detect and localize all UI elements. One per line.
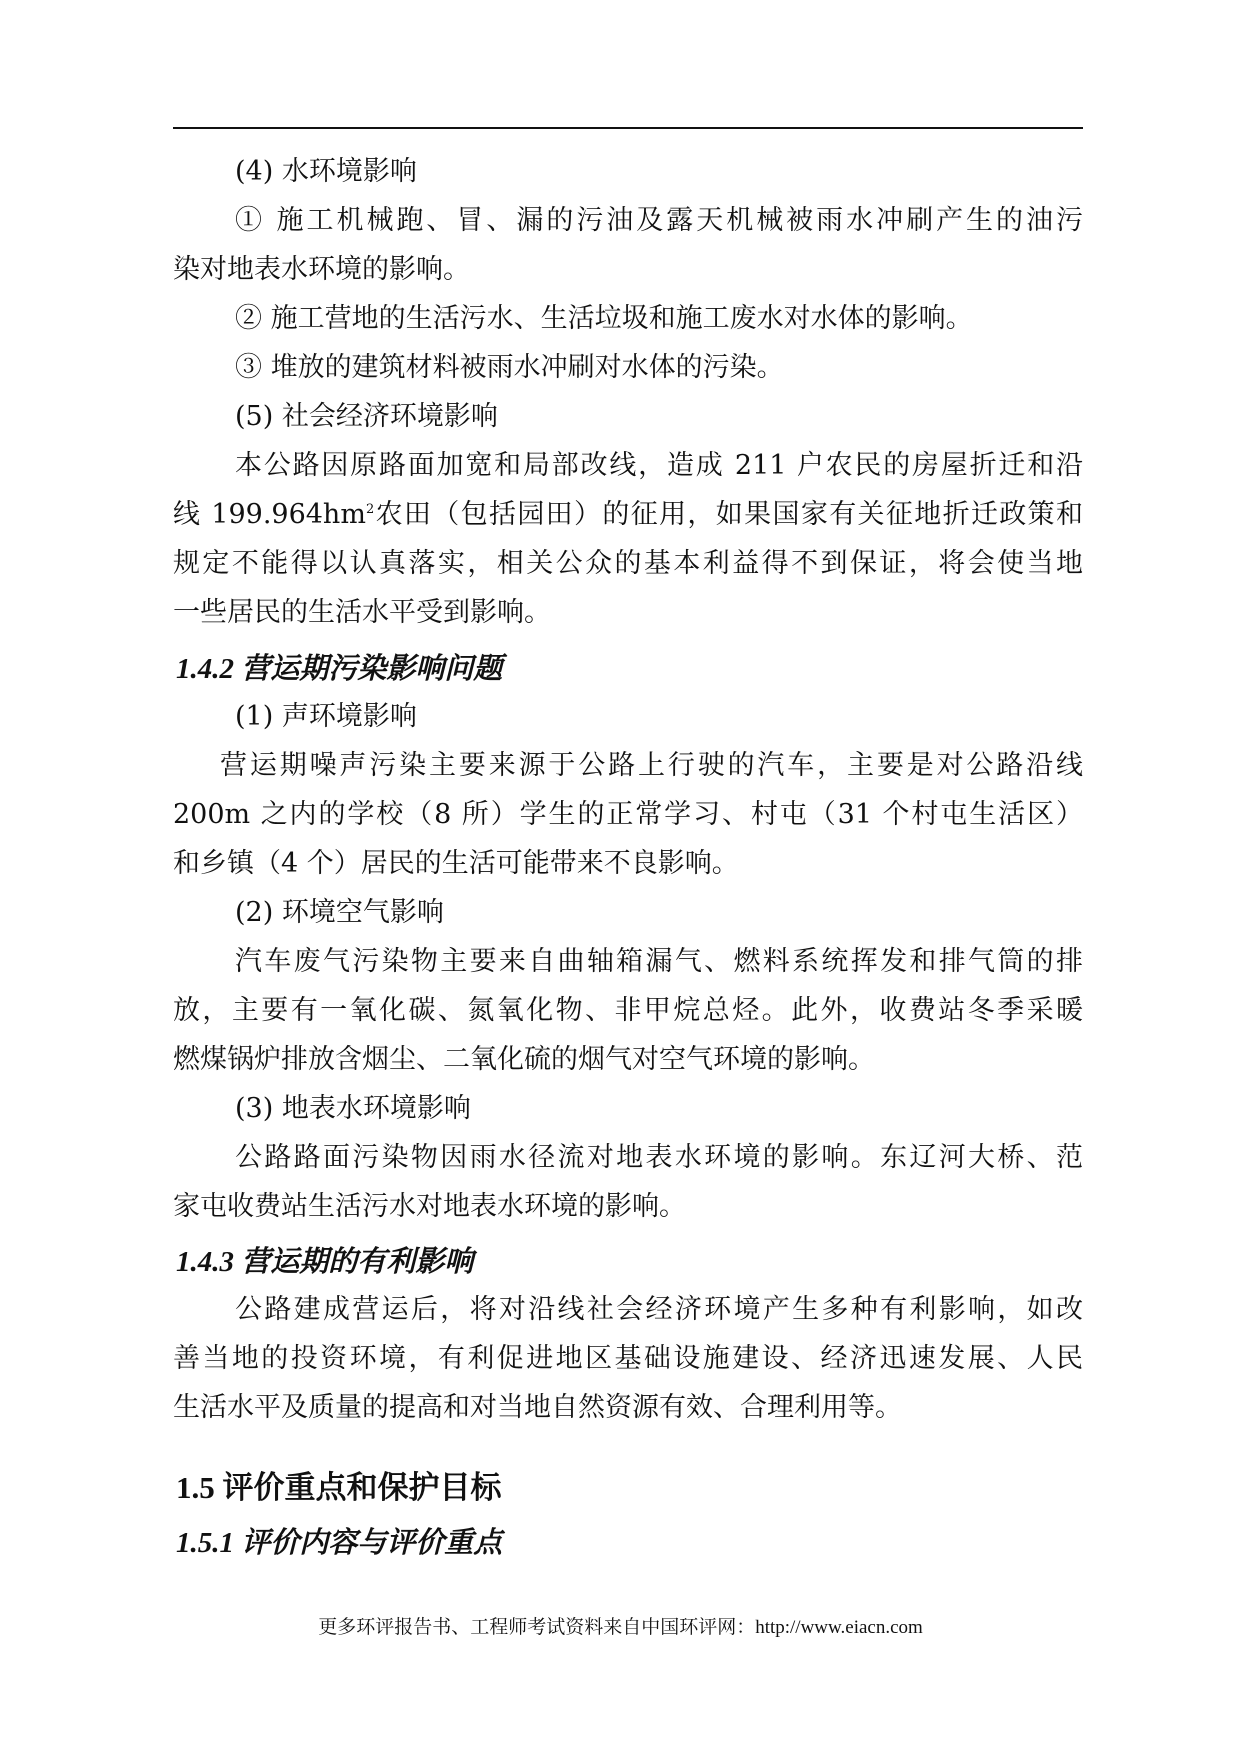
air-line3: 燃煤锅炉排放含烟尘、二氧化硫的烟气对空气环境的影响。 [173,1044,875,1075]
air-line1: 汽车废气污染物主要来自曲轴箱漏气、燃料系统挥发和排气筒的排 [235,946,1083,977]
noise-line3: 和乡镇（4 个）居民的生活可能带来不良影响。 [173,848,739,879]
social-env-line2 [173,495,1083,535]
section-1-4-3-title: 1.4.3 营运期的有利影响 [176,1246,474,1278]
benefit-line2: 善当地的投资环境，有利促进地区基础设施建设、经济迅速发展、人民 [173,1343,1083,1374]
page-footer: 更多环评报告书、工程师考试资料来自中国环评网：http://www.eiacn.com [318,1617,923,1638]
social-env-line1: 本公路因原路面加宽和局部改线，造成 211 户农民的房屋折迁和沿 [235,450,1083,481]
header-rule [173,127,1083,129]
water-env-item3: ③ 堆放的建筑材料被雨水冲刷对水体的污染。 [235,352,784,383]
social-env-line4: 一些居民的生活水平受到影响。 [173,597,551,628]
social-env-heading: (5) 社会经济环境影响 [235,401,498,432]
surface-water-heading: (3) 地表水环境影响 [235,1093,471,1124]
water-env-item1-line2: 染对地表水环境的影响。 [173,254,470,285]
air-line2: 放，主要有一氧化碳、氮氧化物、非甲烷总烃。此外，收费站冬季采暖 [173,995,1083,1026]
water-env-heading: (4) 水环境影响 [235,156,417,187]
section-1-4-2-title: 1.4.2 营运期污染影响问题 [176,653,503,685]
social-env-line2-sup: 2 [365,502,375,517]
surface-water-line2: 家屯收费站生活污水对地表水环境的影响。 [173,1191,686,1222]
water-env-item2: ② 施工营地的生活污水、生活垃圾和施工废水对水体的影响。 [235,303,973,334]
air-heading: (2) 环境空气影响 [235,897,444,928]
surface-water-line1: 公路路面污染物因雨水径流对地表水环境的影响。东辽河大桥、范 [235,1142,1083,1173]
benefit-line1: 公路建成营运后，将对沿线社会经济环境产生多种有利影响，如改 [235,1294,1083,1325]
social-env-line2-a: 线 199.964hm [173,499,366,530]
noise-heading: (1) 声环境影响 [235,701,417,732]
section-1-5-1-title: 1.5.1 评价内容与评价重点 [176,1527,503,1559]
social-env-line3: 规定不能得以认真落实，相关公众的基本利益得不到保证，将会使当地 [173,548,1083,579]
noise-line1: 营运期噪声污染主要来源于公路上行驶的汽车，主要是对公路沿线 [220,750,1083,781]
social-env-line2-b: 农田（包括园田）的征用，如果国家有关征地折迁政策和 [374,499,1083,530]
benefit-line3: 生活水平及质量的提高和对当地自然资源有效、合理利用等。 [173,1392,902,1423]
section-1-5-title: 1.5 评价重点和保护目标 [176,1470,502,1505]
water-env-item1-line1: ① 施工机械跑、冒、漏的污油及露天机械被雨水冲刷产生的油污 [235,205,1083,236]
noise-line2: 200m 之内的学校（8 所）学生的正常学习、村屯（31 个村屯生活区） [173,799,1083,830]
